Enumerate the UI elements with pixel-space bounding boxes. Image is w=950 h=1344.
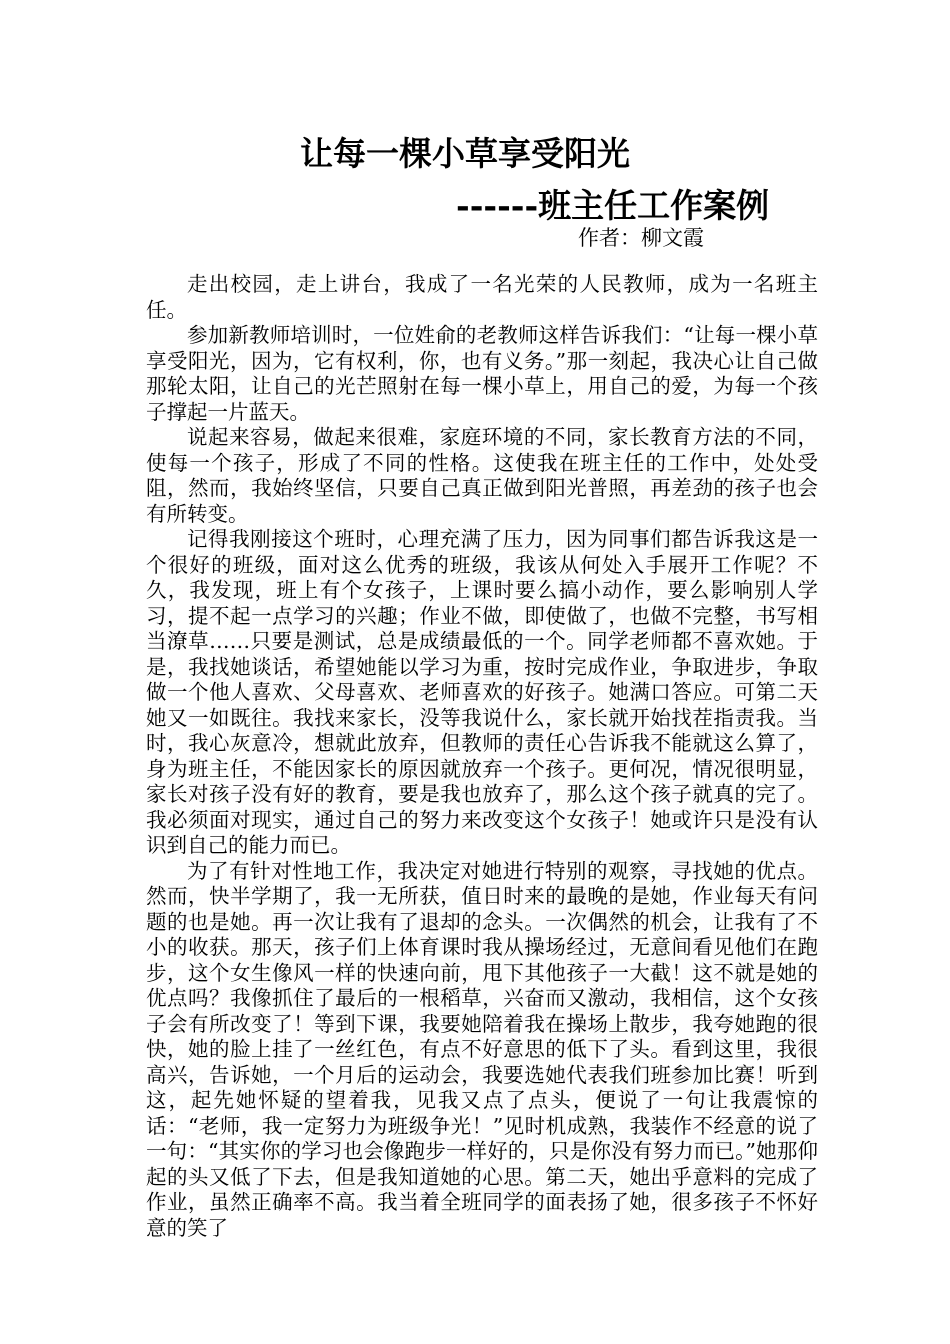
document-title: 让每一棵小草享受阳光 — [300, 134, 630, 173]
paragraph: 参加新教师培训时，一位姓俞的老教师这样告诉我们：“让每一棵小草享受阳光，因为，它有权利，你，也有义务。”那一刻起，我决心让自己做那轮太阳，让自己的光芒照射在每一棵小草上，用自己的爱，为每一个孩子撑起一片蓝天。 — [146, 323, 818, 424]
document-author: 作者：柳文霞 — [578, 226, 704, 250]
document-body — [146, 272, 818, 1241]
paragraph: 说起来容易，做起来很难，家庭环境的不同，家长教育方法的不同，使每一个孩子，形成了不同的性格。这使我在班主任的工作中，处处受阻，然而，我始终坚信，只要自己真正做到阳光普照，再差劲的孩子也会有所转变。 — [146, 425, 818, 526]
document-subtitle: ------班主任工作案例 — [456, 186, 770, 225]
paragraph: 走出校园，走上讲台，我成了一名光荣的人民教师，成为一名班主任。 — [146, 272, 818, 322]
paragraph: 为了有针对性地工作，我决定对她进行特别的观察，寻找她的优点。然而，快半学期了，我一无所获，值日时来的最晚的是她，作业每天有问题的也是她。再一次让我有了退却的念头。一次偶然的机会，让我有了不小的收获。那天，孩子们上体育课时我从操场经过，无意间看见他们在跑步，这个女生像风一样的快速向前，甩下其他孩子一大截！这不就是她的优点吗？我像抓住了最后的一根稻草，兴奋而又激动，我相信，这个女孩子会有所改变了！等到下课，我要她陪着我在操场上散步，我夸她跑的很快，她的脸上挂了一丝红色，有点不好意思的低下了头。看到这里，我很高兴，告诉她，一个月后的运动会，我要选她代表我们班参加比赛！听到这，起先她怀疑的望着我，见我又点了点头，便说了一句让我震惊的话：“老师，我一定努力为班级争光！”见时机成熟，我装作不经意的说了一句：“其实你的学习也会像跑步一样好的，只是你没有努力而已。”她那仰起的头又低了下去，但是我知道她的心思。第二天，她出乎意料的完成了作业，虽然正确率不高。我当着全班同学的面表扬了她，很多孩子不怀好意的笑了 — [146, 858, 818, 1240]
paragraph: 记得我刚接这个班时，心理充满了压力，因为同事们都告诉我这是一个很好的班级，面对这么优秀的班级，我该从何处入手展开工作呢？不久，我发现，班上有个女孩子，上课时要么搞小动作，要么影响别人学习，提不起一点学习的兴趣；作业不做，即使做了，也做不完整，书写相当潦草……只要是测试，总是成绩最低的一个。同学老师都不喜欢她。于是，我找她谈话，希望她能以学习为重，按时完成作业，争取进步，争取做一个他人喜欢、父母喜欢、老师喜欢的好孩子。她满口答应。可第二天她又一如既往。我找来家长，没等我说什么，家长就开始找茬指责我。当时，我心灰意冷，想就此放弃，但教师的责任心告诉我不能就这么算了，身为班主任，不能因家长的原因就放弃一个孩子。更何况，情况很明显，家长对孩子没有好的教育，要是我也放弃了，那么这个孩子就真的完了。我必须面对现实，通过自己的努力来改变这个女孩子！她或许只是没有认识到自己的能力而已。 — [146, 527, 818, 857]
